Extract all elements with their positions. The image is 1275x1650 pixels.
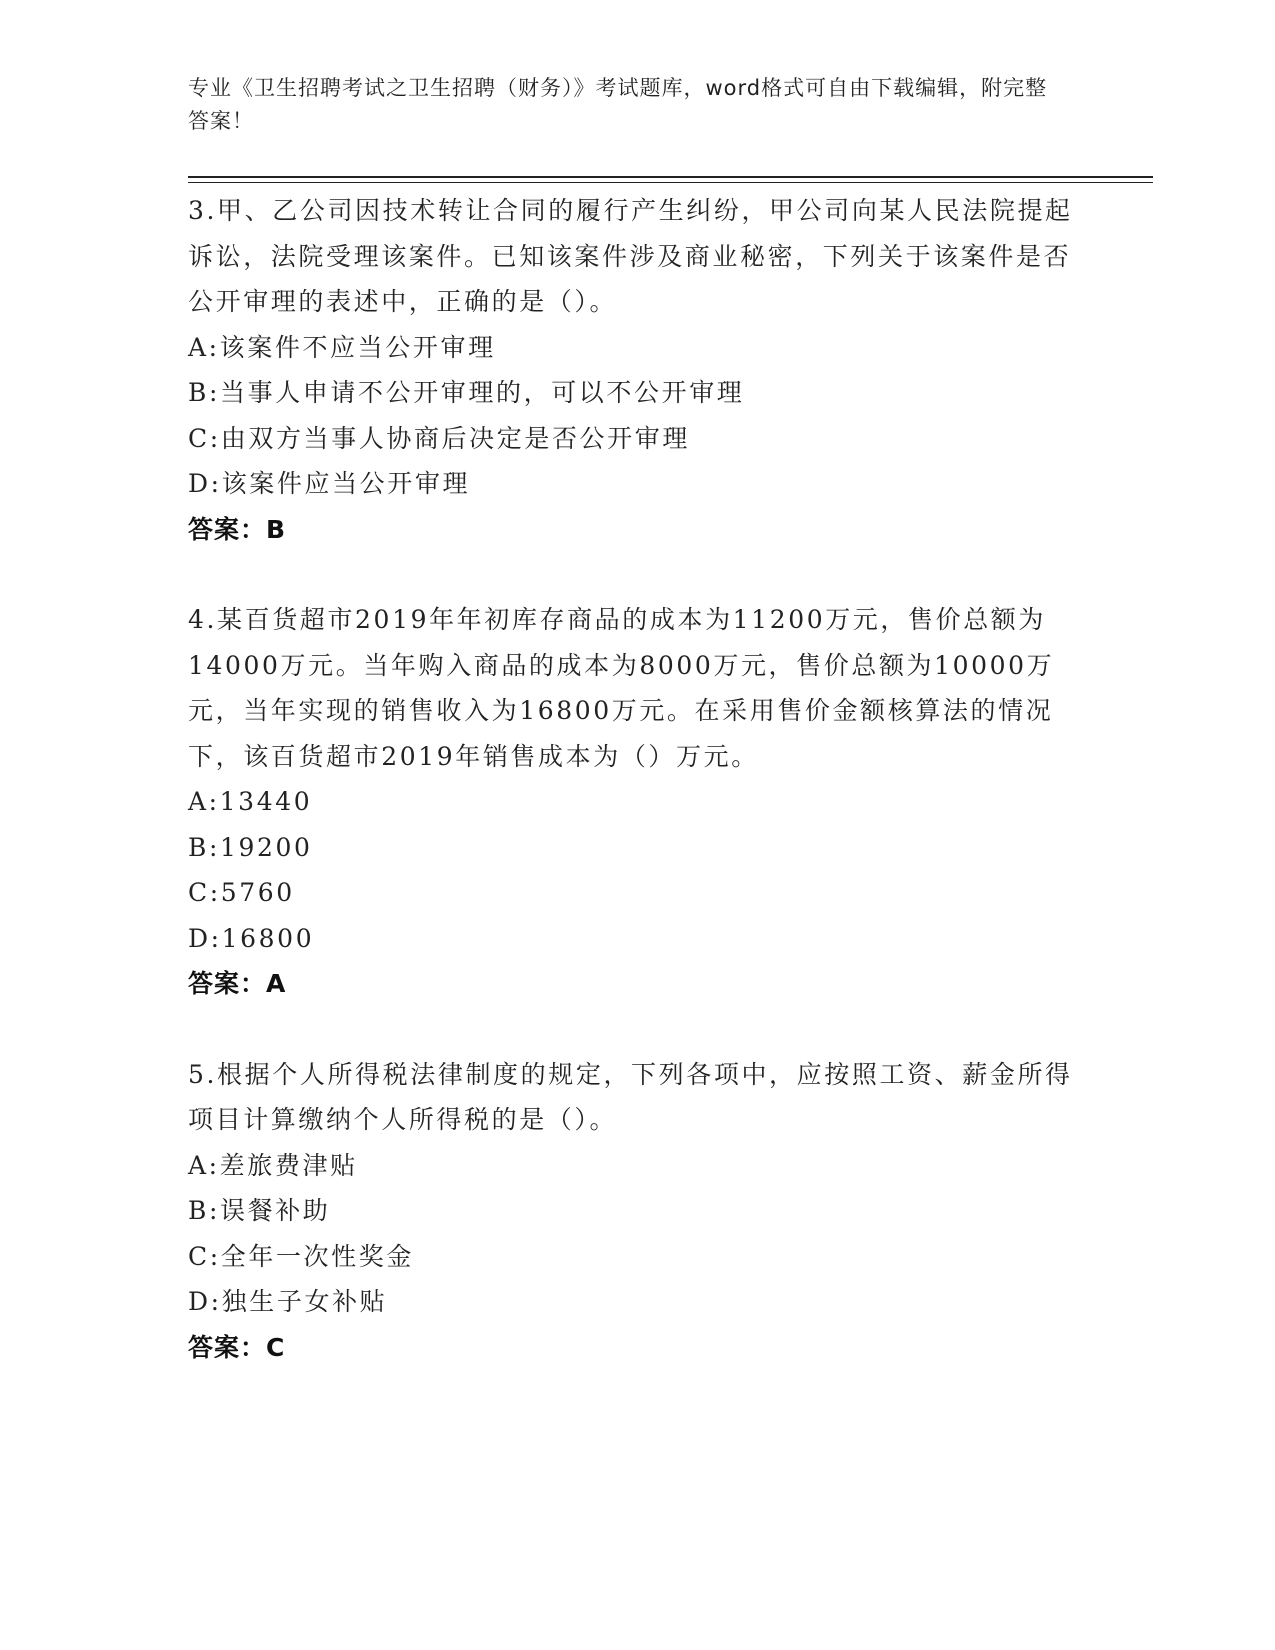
answer-label: 答案：C <box>188 1332 286 1362</box>
question-stem: 5.根据个人所得税法律制度的规定，下列各项中，应按照工资、薪金所得项目计算缴纳个人所得税的是（）。 <box>188 1059 1073 1134</box>
question-3 <box>188 188 1078 552</box>
option-c: C:5760 <box>188 878 295 907</box>
option-a: A:该案件不应当公开审理 <box>188 332 496 362</box>
document-header-intro: 专业《卫生招聘考试之卫生招聘（财务）》考试题库，word格式可自由下载编辑，附完整答案！ <box>188 76 1048 133</box>
header-divider-thick <box>188 176 1153 178</box>
option-b: B:19200 <box>188 832 313 862</box>
option-d: D:16800 <box>188 923 315 953</box>
question-list <box>188 188 1078 1370</box>
option-d: D:该案件应当公开审理 <box>188 469 471 498</box>
question-4 <box>188 597 1078 1007</box>
option-c: C:由双方当事人协商后决定是否公开审理 <box>188 423 690 453</box>
answer-label: 答案：A <box>188 969 287 998</box>
question-spacer <box>188 1007 1078 1052</box>
option-b: B:误餐补助 <box>188 1196 331 1225</box>
header-divider-thin <box>188 182 1153 183</box>
option-a: A:13440 <box>188 787 313 816</box>
answer-label: 答案：B <box>188 514 287 544</box>
question-5 <box>188 1052 1078 1371</box>
question-stem: 3.甲、乙公司因技术转让合同的履行产生纠纷，甲公司向某人民法院提起诉讼，法院受理该案件。已知该案件涉及商业秘密，下列关于该案件是否公开审理的表述中，正确的是（）。 <box>188 196 1073 316</box>
option-d: D:独生子女补贴 <box>188 1287 388 1316</box>
question-spacer <box>188 552 1078 597</box>
question-stem: 4.某百货超市2019年年初库存商品的成本为11200万元，售价总额为14000万元。当年购入商品的成本为8000万元，售价总额为10000万元，当年实现的销售收入为16800万元。在采用售价金额核算法的情况下，该百货超市2019年销售成本为（）万元。 <box>188 605 1055 771</box>
option-a: A:差旅费津贴 <box>188 1150 358 1180</box>
option-b: B:当事人申请不公开审理的，可以不公开审理 <box>188 378 745 407</box>
option-c: C:全年一次性奖金 <box>188 1241 414 1271</box>
